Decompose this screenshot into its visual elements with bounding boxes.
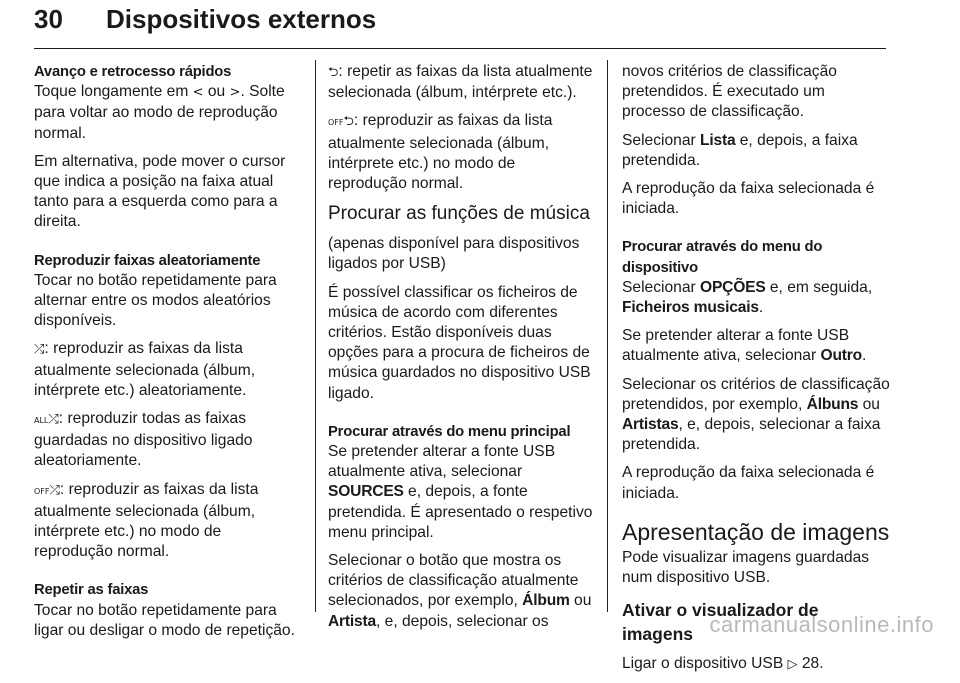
paragraph: Tocar no botão repetidamente para ligar ou desligar o modo de repetição. [34,601,295,639]
paragraph: Selecionar Lista e, depois, a faixa pretendida. [622,131,858,169]
heading-imagens: Apresentação de imagens [622,518,890,545]
heading-ativar: Ativar o visualizador de imagens [622,600,819,645]
paragraph: (apenas disponível para dispositivos ligados por USB) [328,235,580,273]
paragraph: ⮌: repetir as faixas da lista atualmente selecionada (álbum, intérprete etc.). [328,63,593,102]
page-title: Dispositivos externos [106,4,377,34]
paragraph: Pode visualizar imagens guardadas num dispositivo USB. [622,548,870,587]
paragraph: Selecionar os critérios de classificação pretendidos, por exemplo, Álbuns ou Artistas, e, depois, selecionar a faixa pretendida. [622,375,890,454]
heading-avanco: Avanço e retrocesso rápidos [34,64,232,80]
shuffle-off-icon: OFF⤮ [34,482,60,498]
prev-icon: < [192,85,204,101]
repeat-off-icon: OFF⮌ [328,114,354,130]
paragraph: A reprodução da faixa selecionada é iniciada. [622,464,875,502]
paragraph: Tocar no botão repetidamente para alternar entre os modos aleatórios disponíveis. [34,271,277,330]
page-number: 30 [34,4,63,34]
heading-repetir: Repetir as faixas [34,582,149,599]
paragraph: Selecionar o botão que mostra os critérios de classificação atualmente selecionados, por exemplo, Álbum ou Artista, e, depois, selecionar os [328,552,592,630]
paragraph: Em alternativa, pode mover o cursor que indica a posição na faixa atual tanto para a esquerda como para a direita. [34,152,286,231]
shuffle-icon: ⤮ [34,342,45,358]
page-reference-icon: ▷ [787,657,798,673]
repeat-icon: ⮌ [328,65,339,80]
paragraph: Selecionar OPÇÕES e, em seguida, Ficheiros musicais. [622,278,873,317]
paragraph: É possível classificar os ficheiros de música de acordo com diferentes critérios. Estão disponíveis duas opções para a procura de ficheiros de música guardados no dispositivo USB ligado. [328,283,591,402]
paragraph: OFF⮌: reproduzir as faixas da lista atualmente selecionada (álbum, intérprete etc.) no modo de reprodução normal. [328,112,553,193]
paragraph: ⤮: reproduzir as faixas da lista atualmente selecionada (álbum, intérprete etc.) aleatoriamente. [34,340,256,399]
watermark: carmanualsonline.info [709,612,934,637]
column-1 [34,62,304,649]
column-2 [328,62,596,640]
header-rule [34,48,886,49]
paragraph: Ligar o dispositivo USB ▷ 28. [622,655,824,673]
heading-procurar: Procurar as funções de música [328,203,590,225]
paragraph: novos critérios de classificação pretendidos. É executado um processo de classificação. [622,63,837,121]
paragraph: Toque longamente em < ou >. Solte para voltar ao modo de reprodução normal. [34,83,285,142]
next-icon: > [229,85,241,101]
heading-menu-principal: Procurar através do menu principal [328,423,571,440]
paragraph: Se pretender alterar a fonte USB atualmente ativa, selecionar Outro. [622,327,867,365]
heading-aleatorio: Reproduzir faixas aleatoriamente [34,252,261,269]
page-header [34,4,886,50]
paragraph: OFF⤮: reproduzir as faixas da lista atualmente selecionada (álbum, intérprete etc.) no modo de reprodução normal. [34,480,259,561]
paragraph: A reprodução da faixa selecionada é iniciada. [622,180,875,218]
shuffle-all-icon: ALL⤮ [34,412,59,428]
column-3 [622,62,890,683]
paragraph: ALL⤮: reproduzir todas as faixas guardadas no dispositivo ligado aleatoriamente. [34,410,253,470]
paragraph: Se pretender alterar a fonte USB atualmente ativa, selecionar SOURCES e, depois, a fonte pretendida. É apresentado o respetivo menu principal. [328,443,593,541]
heading-menu-dispositivo: Procurar através do menu do dispositivo [622,239,823,276]
column-divider [315,60,316,612]
column-divider [607,60,608,612]
